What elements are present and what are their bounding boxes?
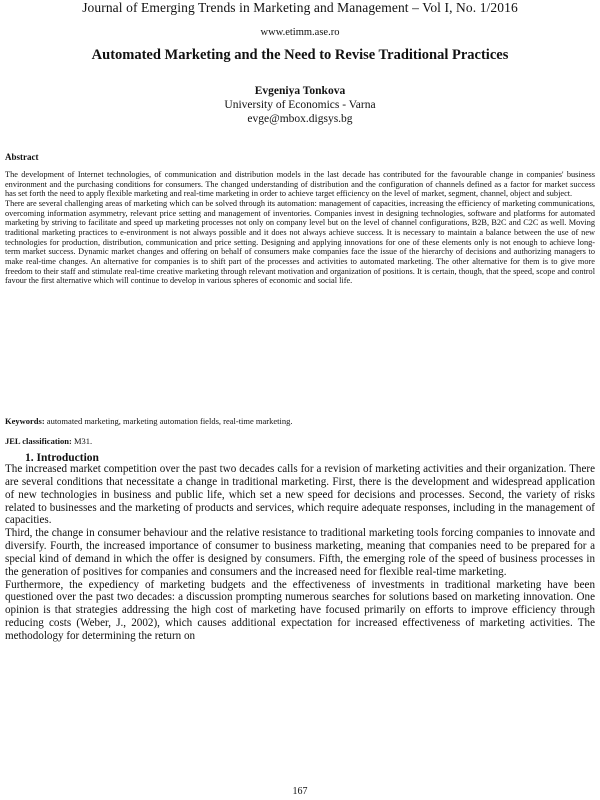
page-number: 167 bbox=[292, 786, 308, 797]
keywords-text: automated marketing, marketing automation fields, real-time marketing. bbox=[46, 416, 293, 426]
introduction-paragraph: The increased market competition over the past two decades calls for a revision of marketing activities and their organization. There are several conditions that necessitate a change in traditional marketing. First, there is the development and widespread application of new technologies in business and public life, which set a new speed for decisions and processes. Second, the variety of risks related to businesses and the marketing of products and services, which require adequate responses, including in the management of capacities. bbox=[5, 463, 595, 527]
section-heading-introduction: 1. Introduction bbox=[25, 452, 99, 464]
jel-label: JEL classification: bbox=[5, 436, 72, 446]
author-email: evge@mbox.digsys.bg bbox=[247, 113, 353, 125]
journal-header: Journal of Emerging Trends in Marketing and Management – Vol I, No. 1/2016 bbox=[82, 0, 518, 15]
jel-line bbox=[5, 436, 595, 446]
journal-url: www.etimm.ase.ro bbox=[260, 27, 340, 38]
jel-text: M31. bbox=[73, 436, 93, 446]
introduction-body bbox=[5, 463, 595, 643]
paper-title: Automated Marketing and the Need to Revise Traditional Practices bbox=[91, 47, 509, 63]
author-affiliation: University of Economics - Varna bbox=[224, 99, 376, 111]
author-block bbox=[0, 84, 600, 126]
author-name: Evgeniya Tonkova bbox=[254, 85, 346, 97]
introduction-paragraph: Third, the change in consumer behaviour and the relative resistance to traditional marketing tools forcing companies to innovate and diversify. Fourth, the increased importance of consumer to business marketing, meaning that companies need to be prepared for a special kind of demand in which the offer is designed by consumers. Fifth, the emerging role of the speed of business processes in the generation of positives for companies and consumers and the increased need for flexible real-time marketing. bbox=[5, 527, 595, 578]
keywords-label: Keywords: bbox=[5, 416, 45, 426]
abstract-paragraph: The development of Internet technologies, of communication and distribution models in the last decade has contributed for the favourable change in companies' business environment and the purchasing conditions for consumers. The changed understanding of distribution and the configuration of channels defined as a factor for market success has set forth the need to apply flexible marketing and real-time marketing in order to achieve target efficiency on the level of market, segment, channel, object and subject. bbox=[5, 170, 595, 199]
keywords-line bbox=[5, 416, 595, 426]
abstract-paragraph: There are several challenging areas of marketing which can be solved through its automation: management of capacities, increasing the efficiency of marketing communications, overcoming information asymmetry, relevant price setting and management of inventories. Companies invest in designing technologies, software and platforms for automated marketing by striving to facilitate and speed up marketing processes not only on company level but on the level of channel configurations, B2B, B2C and C2C as well. Moving traditional marketing practices to e-environment is not always possible and it does not always achieve success. It is necessary to maintain a balance between the use of new technologies for production, distribution, communication and price setting. Designing and applying innovations for one of these elements only is not enough to achieve long-term market success. Dynamic market changes and offering on behalf of consumers make companies face the issue of the hierarchy of decisions and authorizing managers to make real-time changes. An alternative for companies is to shift part of the processes and activities to automated marketing. The other alternative for them is to give more freedom to their staff and stimulate real-time creative marketing through relevant motivation and organization of positions. It is certain, though, that the speed, scope and control favour the first alternative which will continue to develop in various spheres of economic and social life. bbox=[5, 198, 595, 286]
introduction-paragraph: Furthermore, the expediency of marketing budgets and the effectiveness of investments in traditional marketing have been questioned over the past two decades: a discussion prompting numerous searches for solutions based on marketing innovation. One opinion is that strategies addressing the high cost of marketing have focused primarily on efforts to improve efficiency through reducing costs (Weber, J., 2002), which causes additional expectation for increased effectiveness of marketing activities. The methodology for determining the return on bbox=[5, 578, 595, 642]
abstract-heading: Abstract bbox=[5, 152, 39, 162]
abstract-body bbox=[5, 170, 595, 286]
